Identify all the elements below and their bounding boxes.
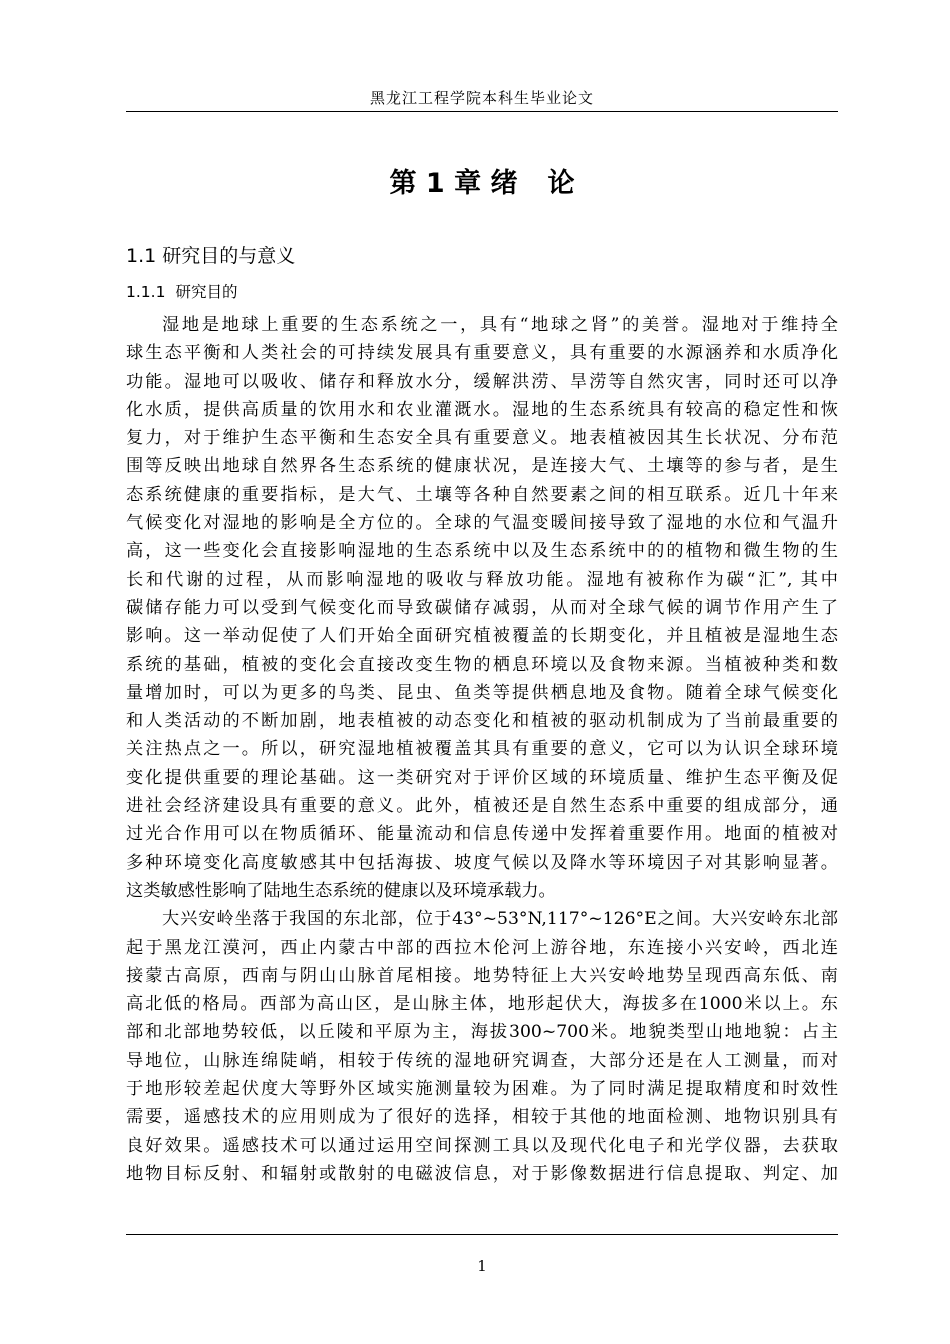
paragraph-line: 量增加时，可以为更多的鸟类、昆虫、鱼类等提供栖息地及食物。随着全球气候变化 [126,682,838,703]
body-text [126,311,838,1188]
paragraph-line: 这类敏感性影响了陆地生态系统的健康以及环境承载力。 [126,880,556,901]
paragraph-line: 于地形较差起伏度大等野外区域实施测量较为困难。为了同时满足提取精度和时效性 [126,1079,838,1100]
paragraph-line: 功能。湿地可以吸收、储存和释放水分，缓解洪涝、旱涝等自然灾害，同时还可以净 [126,371,838,392]
paragraph-line: 多种环境变化高度敏感其中包括海拔、坡度气候以及降水等环境因子对其影响显著。 [126,852,838,873]
paragraph-line: 部和北部地势较低，以丘陵和平原为主，海拔300~700米。地貌类型山地地貌：占主 [126,1022,838,1043]
paragraph-line: 接蒙古高原，西南与阴山山脉首尾相接。地势特征上大兴安岭地势呈现西高东低、南 [126,965,838,986]
paragraph [126,311,838,905]
chapter-title [126,164,838,204]
footer-rule [126,1234,838,1235]
paragraph-line: 关注热点之一。所以，研究湿地植被覆盖其具有重要的意义，它可以为认识全球环境 [126,739,838,760]
paragraph-line: 湿地是地球上重要的生态系统之一，具有“地球之肾”的美誉。湿地对于维持全 [162,315,838,335]
section-title: 研究目的与意义 [162,245,296,267]
section-number: 1.1 [126,245,157,267]
paragraph-line: 碳储存能力可以受到气候变化而导致碳储存减弱，从而对全球气候的调节作用产生了 [126,597,838,618]
paragraph-line: 气候变化对湿地的影响是全方位的。全球的气温变暖间接导致了湿地的水位和气温升 [126,513,838,534]
header-rule [126,111,838,112]
chapter-number-label: 第 1 章 绪 [389,168,518,199]
paragraph-line: 长和代谢的过程，从而影响湿地的吸收与释放功能。湿地有被称作为碳“汇”, 其中 [126,569,838,590]
paragraph-line: 影响。这一举动促使了人们开始全面研究植被覆盖的长期变化，并且植被是湿地生态 [126,626,838,647]
page-number: 1 [477,1257,487,1275]
paragraph [126,905,838,1188]
paragraph-line: 复力，对于维护生态平衡和生态安全具有重要意义。地表植被因其生长状况、分布范 [126,428,838,449]
paragraph-line: 化水质，提供高质量的饮用水和农业灌溉水。湿地的生态系统具有较高的稳定性和恢 [126,399,838,420]
paragraph-line: 围等反映出地球自然界各生态系统的健康状况，是连接大气、土壤等的参与者，是生 [126,456,838,477]
paragraph-line: 球生态平衡和人类社会的可持续发展具有重要意义，具有重要的水源涵养和水质净化 [126,343,838,364]
paragraph-line: 和人类活动的不断加剧，地表植被的动态变化和植被的驱动机制成为了当前最重要的 [126,711,838,732]
paragraph-line: 地物目标反射、和辐射或散射的电磁波信息，对于影像数据进行信息提取、判定、加 [126,1163,838,1184]
paragraph-line: 高，这一些变化会直接影响湿地的生态系统中以及生态系统中的的植物和微生物的生 [126,541,838,562]
paragraph-line: 大兴安岭坐落于我国的东北部，位于43°~53°N,117°~126°E之间。大兴安岭东北部 [162,909,838,930]
subsection-title: 研究目的 [175,283,238,301]
paragraph-line: 系统的基础，植被的变化会直接改变生物的栖息环境以及食物来源。当植被种类和数 [126,654,838,675]
paragraph-line: 需要，遥感技术的应用则成为了很好的选择，相较于其他的地面检测、地物识别具有 [126,1107,838,1128]
paragraph-line: 高北低的格局。西部为高山区，是山脉主体，地形起伏大，海拔多在1000米以上。东 [126,994,838,1015]
section-heading [126,242,295,270]
paragraph-line: 起于黑龙江漠河，西止内蒙古中部的西拉木伦河上游谷地，东连接小兴安岭，西北连 [126,937,838,958]
paragraph-line: 良好效果。遥感技术可以通过运用空间探测工具以及现代化电子和光学仪器，去获取 [126,1135,838,1156]
paragraph-line: 过光合作用可以在物质循环、能量流动和信息传递中发挥着重要作用。地面的植被对 [126,824,838,845]
paragraph-line: 变化提供重要的理论基础。这一类研究对于评价区域的环境质量、维护生态平衡及促 [126,767,838,788]
paragraph-line: 进社会经济建设具有重要的意义。此外，植被还是自然生态系中重要的组成部分，通 [126,796,838,817]
subsection-heading [126,280,237,304]
paragraph-line: 导地位，山脉连绵陡峭，相较于传统的湿地研究调查，大部分还是在人工测量，而对 [126,1050,838,1071]
subsection-number: 1.1.1 [126,283,166,301]
paragraph-line: 态系统健康的重要指标，是大气、土壤等各种自然要素之间的相互联系。近几十年来 [126,484,838,505]
chapter-title-tail: 论 [547,168,575,199]
running-header: 黑龙江工程学院本科生毕业论文 [369,89,594,107]
